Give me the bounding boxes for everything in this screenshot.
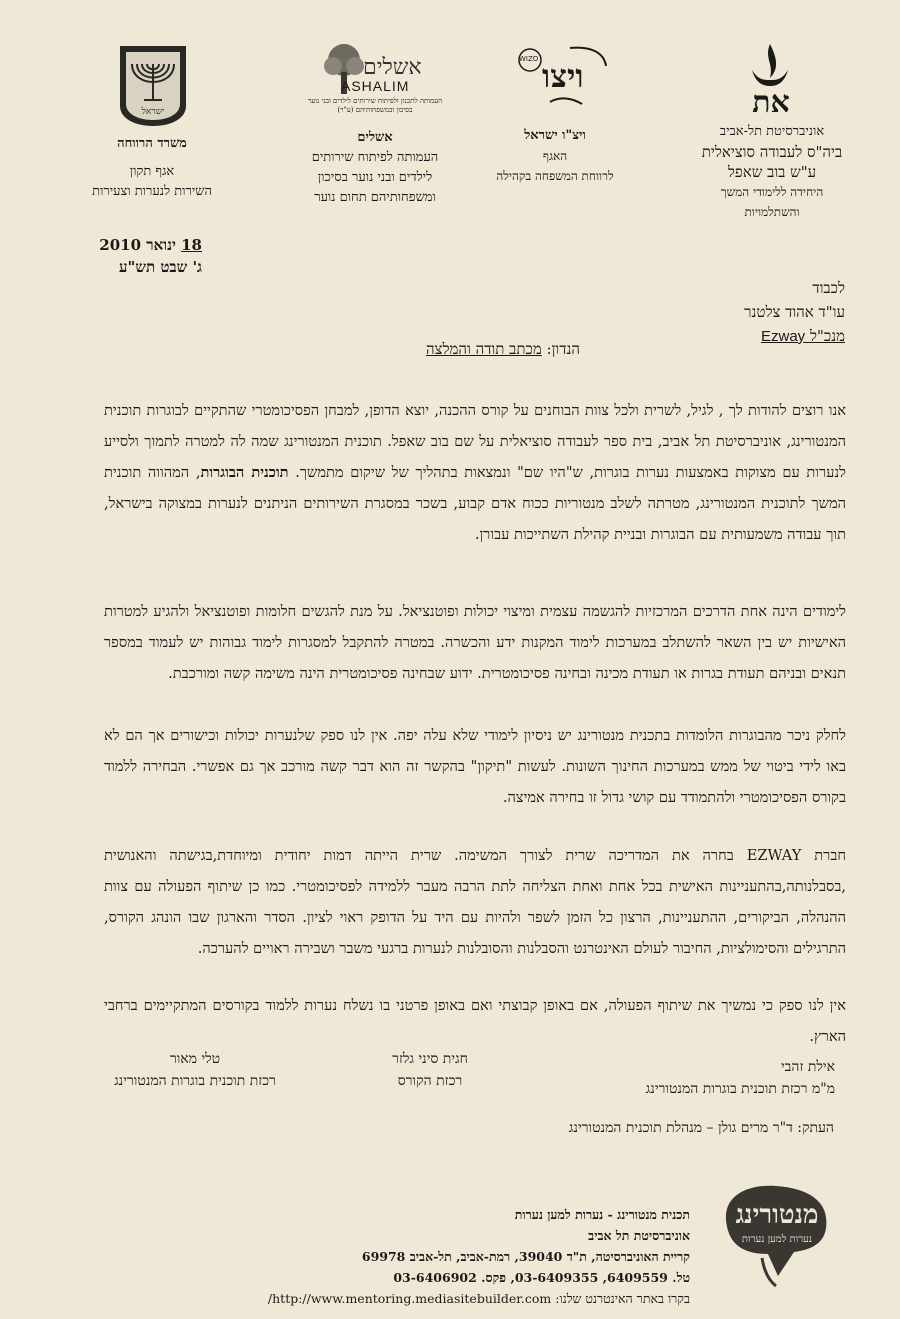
ministry-line-2: אגף תקון	[129, 164, 175, 179]
paragraph-2	[104, 596, 846, 689]
recipient-line-2: עו"ד אהוד צלטנר	[744, 303, 845, 321]
footer-contact	[228, 1204, 690, 1309]
recipient-company: Ezway	[761, 328, 806, 345]
tau-line-2: ביה"ס לעבודה סוציאלית	[701, 143, 843, 161]
wizo-line-1: ויצ"ו ישראל	[524, 128, 586, 143]
signature-3	[80, 1048, 310, 1092]
date-month-year: ינואר 2010	[99, 236, 176, 254]
cc-line: העתק: ד"ר מרים גולן – מנהלת תוכנית המנטורינג	[568, 1120, 834, 1136]
mentoring-logo	[706, 1180, 842, 1290]
tau-line-1: אוניברסיטת תל-אביב	[719, 124, 825, 139]
ashalim-logo	[305, 42, 445, 126]
recipient-block	[640, 276, 845, 349]
tau-logo	[730, 40, 810, 120]
ashalim-line-4: ומשפחותיהם תחום נוער	[314, 190, 436, 205]
ashalim-line-2: העמותה לפיתוח שירותים	[311, 150, 439, 165]
signature-1-role: מ"מ רכזת תוכנית בוגרות המנטורינג	[645, 1081, 835, 1097]
signature-2-role: רכזת הקורס	[397, 1073, 463, 1089]
date-day: 18	[181, 236, 202, 254]
footer-line-2: אוניברסיטת תל אביב	[588, 1228, 690, 1243]
signature-1-name: אילת זהבי	[781, 1059, 835, 1075]
ministry-line-1: משרד הרווחה	[117, 136, 187, 151]
ashalim-logo-small: העמותה לתכנון ולפיתוח שירותים לילדים ובני נוער בסיכון ובמשפחותיהם (ע"ר)	[307, 97, 443, 114]
p3-text: לחלק ניכר מהבוגרות הלומדות בתכנית מנטורינג יש ניסיון לימודי שלא עלה יפה. אין לנו ספק שלנערות יכולות וכישורים אך הם לא באו לידי ביטוי של ממש במערכות החינוך השונות. לעשות "תיקון" בהקשר זה הוא דבר קשה מורכב אך גם אפשרי. הבחירה ללמוד בקורס הפסיכומטרי ולהתמודד עם קושי גדול זו בחירה אמיצה.	[104, 727, 846, 806]
date-line	[52, 234, 202, 256]
mentoring-logo-text: מנטורינג	[735, 1200, 819, 1230]
tau-line-3: ע"ש בוב שאפל	[727, 163, 817, 181]
wizo-logo	[510, 42, 610, 108]
paragraph-4	[104, 840, 846, 964]
signature-1	[575, 1056, 835, 1100]
wizo-logo-small: WIZO	[519, 55, 539, 63]
emblem-text: ישראל	[141, 107, 165, 117]
tau-line-4: היחידה ללימודי המשך	[720, 185, 824, 199]
p4-text: חברת EZWAY בחרה את המדריכה שרית לצורך המשימה. שרית הייתה דמות יחודית ומיוחדת,בגישתה והאנושית ,בסבלנותה,בהתעניינות האישית בכל אחת ואחת הצליחה לתת הרבה מעבר ללמידה לפסיכומטרי. כמו כן שיתוף הפעולה עם צוות ההנהלה, הביקורים, ההתעניינות, הרצון כל הזמן לשפר ולהיות עם היד על הדופק ראוי לציון. הסדר והארגון שבו הונהג הקורס, התרגילים והסימולציות, החיבור לעולם האינטרנט והסבלנות והסובלנות לנערות ברגעי משבר ושבירה ראויים להערכה.	[104, 847, 846, 957]
footer-line-3: קריית האוניברסיטה, ת"ד 39040, רמת-אביב, תל-אביב 69978	[361, 1249, 690, 1264]
ashalim-line-1: אשלים	[357, 130, 393, 145]
ministry-org-block	[62, 134, 242, 202]
ashalim-logo-text: אשלים	[363, 55, 422, 80]
recipient-title: מנכ"ל	[809, 327, 845, 345]
hebrew-date: ג' שבט תש"ע	[119, 258, 202, 276]
wizo-org-block	[470, 126, 640, 186]
footer-line-1: תכנית מנטורינג - נערות למען נערות	[514, 1207, 690, 1222]
signature-3-role: רכזת תוכנית בוגרות המנטורינג	[114, 1073, 276, 1089]
tau-org-block	[672, 122, 872, 222]
p5-text: אין לנו ספק כי נמשיך את שיתוף הפעולה, אם באופן קבוצתי ואם באופן פרטני בו נשלח נערות ללמוד בקורסים המתקיימים ברחבי הארץ.	[104, 997, 846, 1045]
subject-label: הנדון	[551, 340, 580, 358]
wizo-line-2: האגף	[542, 149, 568, 163]
mentoring-logo-sub: נערות למען נערות	[741, 1234, 813, 1245]
p1-text: אנו רוצים להודות לך , לגיל, לשרית ולכל צוות הבוחנים על קורס ההכנה, יוצא הדופן, למבחן הפסיכומטרי שהתקיים לבוגרות תוכנית המנטורינג, אוניברסיטת תל אביב, בית ספר לעבודה סוציאלית על שם בוב שאפל. תוכנית המנטורינג שמה לה למטרה לתמוך ולסייע לנערות עם מצוקות באמצעות נערות בוגרות, ש"היו שם" ונמצאות בתהליך של שיקום מתמשך.	[104, 402, 846, 481]
subject-text: מכתב תודה והמלצה	[425, 340, 542, 358]
website-link[interactable]: http://www.mentoring.mediasitebuilder.com/	[267, 1291, 552, 1306]
tau-logo-text: את	[752, 85, 790, 120]
signature-2-name: חגית סיני גלזר	[392, 1051, 468, 1067]
ashalim-line-3: לילדים ובני נוער בסיכון	[317, 170, 433, 185]
ashalim-org-block	[275, 128, 475, 208]
state-emblem	[116, 42, 190, 128]
ministry-line-3: השירות לנערות וצעירות	[92, 184, 212, 199]
paragraph-5	[104, 990, 846, 1052]
subject-line: הנדון: מכתב תודה והמלצה	[425, 340, 580, 358]
paragraph-1	[104, 395, 846, 550]
footer-line-4: טל. 6409559, 03-6409355, פקס. 03-6406902	[393, 1270, 690, 1285]
tau-line-5: והשתלמויות	[744, 205, 800, 219]
p1-rest: , המהווה תוכנית המשך לתוכנית המנטורינג, מטרתה לשלב מנטוריות ככוח אדם קבוע, בשכר במסגרת השירותים הניתנים לנערות במצוקה בישראל, תוך עבודה משמעותית עם הבוגרות ובניית קהילת השתייכות עבורן.	[104, 464, 846, 543]
signature-3-name: טלי מאור	[169, 1051, 221, 1067]
date-block	[52, 234, 202, 278]
p1-bold: תוכנית הבוגרות	[200, 464, 289, 481]
paragraph-3	[104, 720, 846, 813]
footer-line-5	[228, 1288, 690, 1309]
ashalim-logo-latin: ASHALIM	[341, 78, 410, 94]
footer-url-prefix: בקרו באתר האינטרנט שלנו:	[555, 1291, 690, 1306]
recipient-line-3	[640, 324, 845, 349]
wizo-line-3: לרווחת המשפחה בקהילה	[496, 169, 614, 183]
signature-2	[355, 1048, 505, 1092]
recipient-line-1: לכבוד	[812, 279, 845, 297]
p2-text: לימודים הינה אחת הדרכים המרכזיות להגשמה עצמית ומיצוי יכולות ופוטנציאל. על מנת להגשים חלומות ופוטנציאל ולהגיע למטרות האישיות יש בין השאר להשתלב במערכות לימוד המקנות ידע והכשרה. במטרה להתקבל למסגרות לימוד גבוהות יש לעמוד במספר תנאים ובניהם תעודת בגרות או תעודת מכינה ובחינה פסיכומטרית. ידוע שבחינה פסיכומטרית הינה משימה קשה ומורכבת.	[104, 603, 846, 682]
wizo-logo-text: ויצו	[542, 57, 584, 95]
